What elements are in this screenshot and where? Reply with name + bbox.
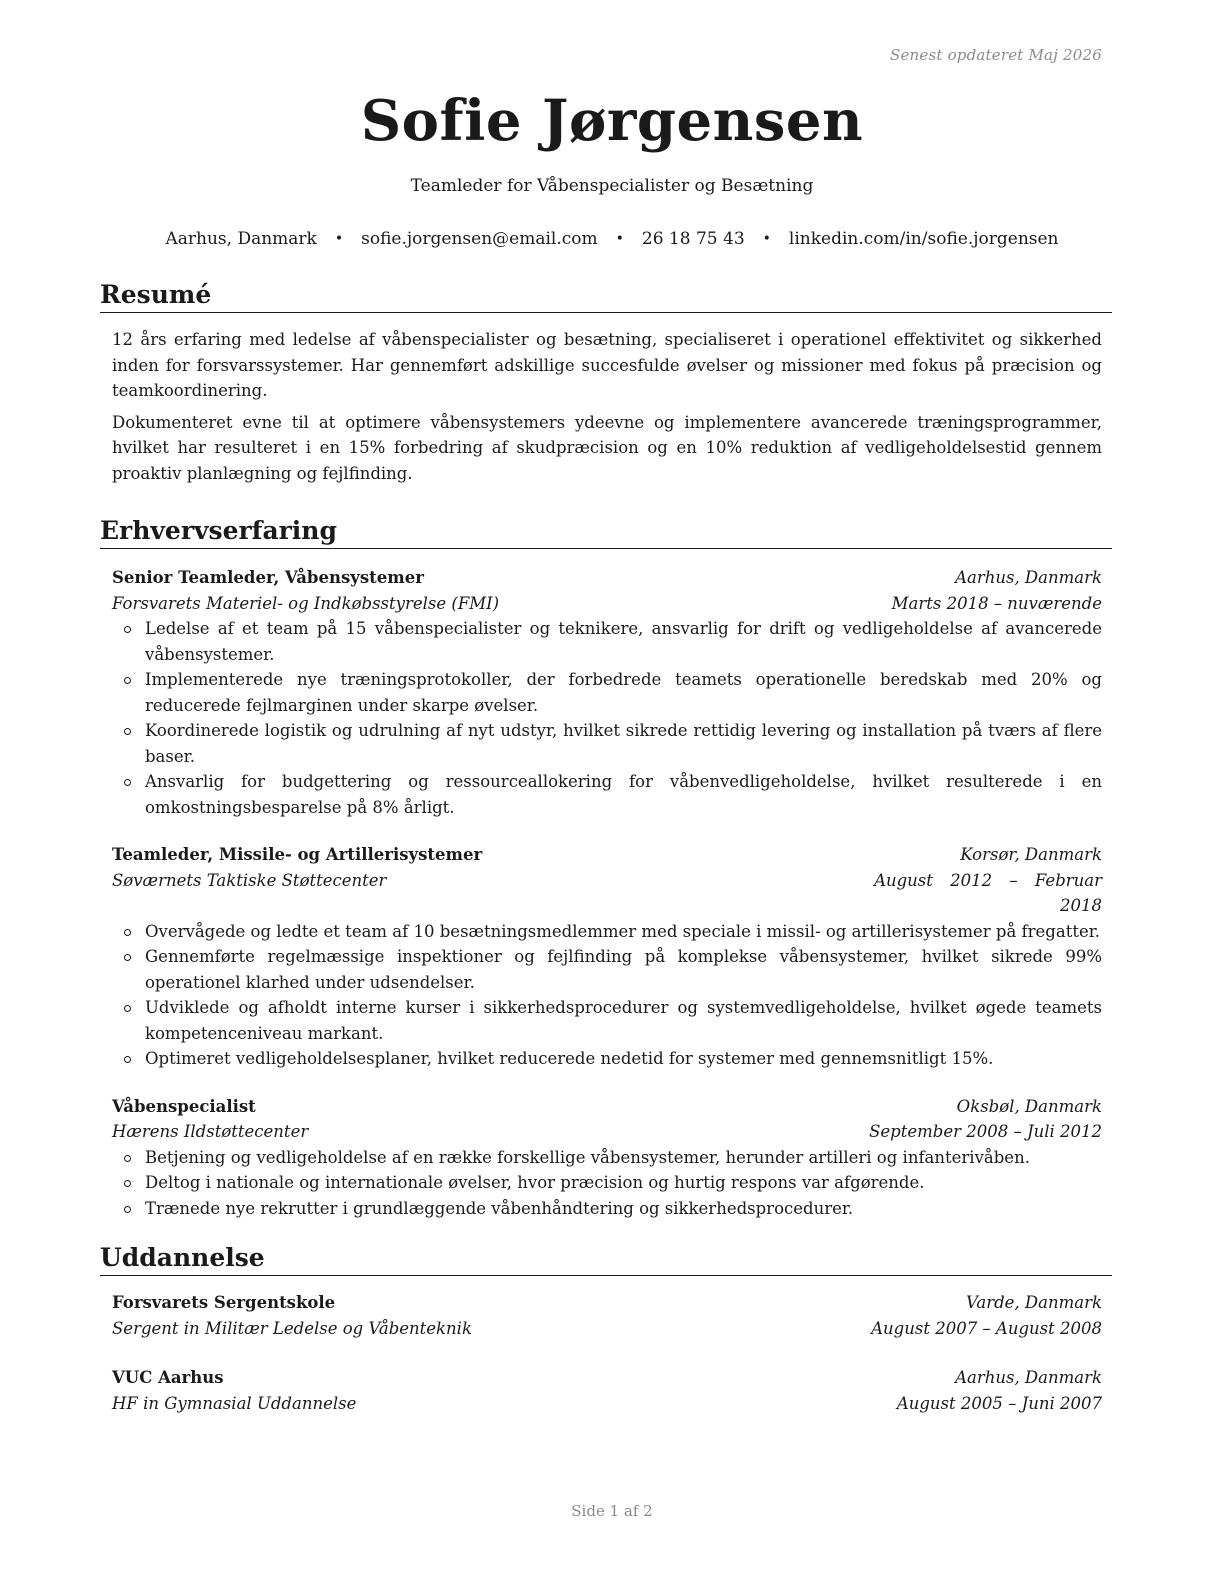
experience-body [100, 549, 1112, 1221]
education-section [100, 1243, 1112, 1416]
list-item [112, 944, 1102, 995]
list-item [112, 769, 1102, 820]
list-item [112, 718, 1102, 769]
list-item [112, 1196, 1102, 1222]
circle-bullet-icon [124, 954, 131, 961]
achievement-text: Betjening og vedligeholdelse af en række forskellige våbensystemer, herunder artilleri og infanterivåben. [145, 1147, 1030, 1167]
achievement-text: Deltog i nationale og internationale øvelser, hvor præcision og hurtig respons var afgørende. [145, 1173, 925, 1192]
entry-header-row [112, 842, 1102, 868]
employer: Hærens Ildstøttecenter [112, 1122, 309, 1141]
employer: Forsvarets Materiel- og Indkøbsstyrelse (FMI) [112, 593, 500, 613]
job-location: Oksbøl, Danmark [956, 1096, 1102, 1116]
job-dates: August 2012 – Februar 2018 [874, 870, 1102, 915]
bullet-separator-icon: • [334, 231, 344, 247]
job-title: Teamleder, Missile- og Artillerisystemer [112, 845, 483, 864]
entry-header-row [112, 1365, 1102, 1391]
resume-content [100, 280, 1112, 1440]
degree: Sergent in Militær Ledelse og Våbenteknik [112, 1318, 472, 1338]
education-dates: August 2007 – August 2008 [871, 1318, 1102, 1338]
contact-phone[interactable]: 26 18 75 43 [641, 229, 745, 249]
achievement-text: Gennemførte regelmæssige inspektioner og fejlfinding på komplekse våbensystemer, hvilket sikrede 99% operationel klarhed under udsendelser. [145, 947, 1102, 992]
page-number: Side 1 af 2 [571, 1502, 653, 1520]
experience-entry [112, 842, 1102, 1072]
achievement-text: Optimeret vedligeholdelsesplaner, hvilket reducerede nedetid for systemer med gennemsnitligt 15%. [145, 1049, 994, 1068]
list-item [112, 1046, 1102, 1072]
circle-bullet-icon [124, 677, 131, 684]
candidate-headline: Teamleder for Våbenspecialister og Besætning [410, 176, 814, 196]
circle-bullet-icon [124, 1005, 131, 1012]
job-dates: September 2008 – Juli 2012 [869, 1122, 1102, 1141]
degree: HF in Gymnasial Uddannelse [112, 1393, 357, 1413]
job-dates: Marts 2018 – nuværende [891, 593, 1102, 613]
bullet-separator-icon: • [615, 231, 624, 247]
circle-bullet-icon [124, 1155, 131, 1162]
circle-bullet-icon [124, 929, 131, 936]
achievement-list [112, 919, 1102, 1072]
circle-bullet-icon [124, 1206, 131, 1213]
entry-header-row [112, 1094, 1102, 1120]
achievement-text: Udviklede og afholdt interne kurser i sikkerhedsprocedurer og systemvedligeholdelse, hvilket øgede teamets kompetenceniveau markant. [145, 998, 1102, 1043]
list-item [112, 1170, 1102, 1196]
summary-paragraph: Dokumenteret evne til at optimere våbensystemers ydeevne og implementere avancerede træningsprogrammer, hvilket har resulteret i en 15% forbedring af skudpræcision og en 10% reduktion af vedligeholdelsestid gennem proaktiv planlægning og fejlfinding. [112, 412, 1102, 483]
experience-entry [112, 1094, 1102, 1222]
education-entry [112, 1290, 1102, 1341]
school-location: Aarhus, Danmark [955, 1368, 1102, 1387]
education-body [100, 1276, 1112, 1416]
list-item [112, 919, 1102, 945]
entry-subheader-row [112, 591, 1102, 617]
entry-subheader-row [112, 1391, 1102, 1417]
list-item [112, 667, 1102, 718]
bullet-separator-icon: • [762, 231, 771, 247]
achievement-list [112, 1145, 1102, 1222]
circle-bullet-icon [124, 1180, 131, 1187]
achievement-text: Overvågede og ledte et team af 10 besætningsmedlemmer med speciale i missil- og artillerisystemer på fregatter. [145, 921, 1101, 941]
summary-section [100, 280, 1112, 516]
school-name: Forsvarets Sergentskole [112, 1293, 336, 1312]
achievement-text: Koordinerede logistik og udrulning af nyt udstyr, hvilket sikrede rettidig levering og installation på tværs af flere baser. [145, 721, 1102, 766]
candidate-name: Sofie Jørgensen [360, 88, 864, 154]
section-title-experience: Erhvervserfaring [100, 516, 1112, 549]
education-dates: August 2005 – Juni 2007 [896, 1393, 1102, 1413]
circle-bullet-icon [124, 728, 131, 735]
section-title-summary: Resumé [100, 280, 1112, 313]
entry-subheader-row [112, 1119, 1102, 1145]
list-item [112, 1145, 1102, 1171]
summary-body [100, 313, 1112, 516]
job-location: Korsør, Danmark [960, 845, 1102, 864]
job-location: Aarhus, Danmark [955, 568, 1102, 587]
contact-email[interactable]: sofie.jorgensen@email.com [361, 229, 598, 249]
achievement-list [112, 616, 1102, 820]
achievement-text: Ansvarlig for budgettering og ressourceallokering for våbenvedligeholdelse, hvilket resulterede i en omkostningsbesparelse på 8% årligt. [145, 772, 1102, 817]
experience-section [100, 516, 1112, 1221]
school-location: Varde, Danmark [965, 1293, 1102, 1312]
school-name: VUC Aarhus [112, 1368, 224, 1387]
entry-header-row [112, 1290, 1102, 1316]
contact-line [0, 229, 1224, 249]
circle-bullet-icon [124, 779, 131, 786]
entry-subheader-row [112, 1316, 1102, 1342]
contact-location: Aarhus, Danmark [165, 229, 317, 249]
circle-bullet-icon [124, 626, 131, 633]
list-item [112, 616, 1102, 667]
circle-bullet-icon [124, 1056, 131, 1063]
summary-paragraph: 12 års erfaring med ledelse af våbenspecialister og besætning, specialiseret i operationel effektivitet og sikkerhed inden for forsvarssystemer. Har gennemført adskillige succesfulde øvelser og missioner med fokus på præcision og teamkoordinering. [112, 330, 1102, 400]
employer: Søværnets Taktiske Støttecenter [112, 870, 387, 890]
entry-subheader-row [112, 868, 1102, 919]
job-title: Våbenspecialist [112, 1096, 256, 1116]
education-entry [112, 1365, 1102, 1416]
experience-entry [112, 565, 1102, 820]
last-updated-note: Senest opdateret Maj 2026 [889, 46, 1102, 64]
contact-linkedin[interactable]: linkedin.com/in/sofie.jorgensen [788, 229, 1059, 249]
entry-header-row [112, 565, 1102, 591]
list-item [112, 995, 1102, 1046]
achievement-text: Implementerede nye træningsprotokoller, der forbedrede teamets operationelle beredskab med 20% og reducerede fejlmarginen under skarpe øvelser. [145, 670, 1102, 715]
section-title-education: Uddannelse [100, 1243, 1112, 1276]
achievement-text: Ledelse af et team på 15 våbenspecialister og teknikere, ansvarlig for drift og vedligeholdelse af avancerede våbensystemer. [145, 619, 1102, 664]
job-title: Senior Teamleder, Våbensystemer [112, 568, 424, 587]
achievement-text: Trænede nye rekrutter i grundlæggende våbenhåndtering og sikkerhedsprocedurer. [145, 1198, 854, 1218]
